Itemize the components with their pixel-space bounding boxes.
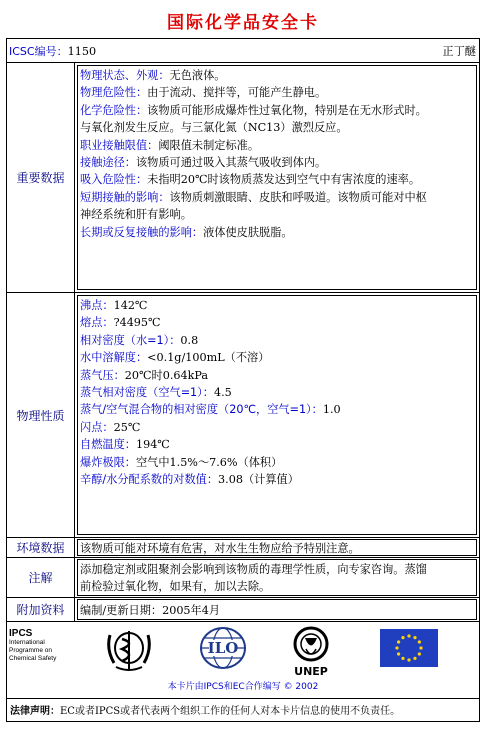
physical-line [80, 419, 474, 436]
icsc-id [9, 43, 96, 59]
eu-star-icon [418, 640, 421, 643]
physical-key: 爆炸极限： [80, 455, 136, 469]
ipcs-title: IPCS [9, 628, 33, 639]
physical-key: 自燃温度： [80, 438, 136, 452]
physical-value: 4.5 [213, 386, 232, 400]
important-key: 职业接触限值： [80, 138, 159, 152]
important-key: 短期接触的影响： [80, 190, 170, 204]
eu-star-icon [407, 634, 410, 637]
eu-star-icon [418, 652, 421, 655]
physical-properties-label: 物理性质 [7, 293, 75, 537]
important-line [80, 137, 474, 154]
physical-key: 闪点： [80, 420, 114, 434]
important-line [80, 171, 474, 188]
important-line [80, 206, 474, 223]
physical-line [80, 471, 474, 488]
physical-value: 0.8 [180, 333, 199, 347]
important-value: 无色液体。 [169, 69, 226, 82]
important-line [80, 67, 474, 84]
physical-value: 空气中1.5%～7.6%（体积） [135, 455, 283, 469]
physical-properties-cell [77, 295, 477, 535]
physical-key: 水中溶解度： [80, 351, 148, 365]
physical-key: 相对密度（水=1）： [80, 333, 181, 347]
unep-text: UNEP [294, 665, 328, 677]
chemical-name: 正丁醚 [442, 45, 476, 58]
credit-line: 本卡片由IPCS和EC合作编写 © 2002 [167, 682, 319, 692]
physical-key: 熔点： [80, 316, 114, 330]
physical-value: 25℃ [113, 420, 141, 434]
important-line [80, 119, 474, 136]
icsc-number: 1150 [67, 45, 97, 58]
eu-flag-icon [380, 629, 438, 667]
important-value: 由于流动、搅拌等，可能产生静电。 [147, 86, 327, 100]
who-emblem-icon [104, 625, 154, 673]
disclaimer [7, 698, 479, 721]
logos-row [7, 622, 479, 699]
eu-star-icon [397, 652, 400, 655]
eu-star-icon [395, 646, 398, 649]
notes-label: 注解 [7, 558, 75, 597]
icsc-label: ICSC编号： [9, 45, 68, 58]
important-value: 该物质可通过吸入其蒸气吸收到体内。 [135, 156, 327, 170]
physical-key: 辛醇/水分配系数的对数值： [80, 473, 219, 487]
physical-line [80, 436, 474, 453]
important-key: 物理危险性： [80, 86, 148, 100]
physical-line [80, 332, 474, 349]
physical-line [80, 349, 474, 366]
eu-star-icon [397, 640, 400, 643]
extra-info-row [7, 598, 479, 622]
physical-key: 蒸气/空气混合物的相对密度（20℃，空气=1）： [80, 403, 323, 417]
physical-line [80, 367, 474, 384]
important-key: 长期或反复接触的影响： [80, 225, 204, 239]
notes-line-2: 前检验过氧化物，如果有，加以去除。 [80, 580, 271, 594]
important-line [80, 84, 474, 101]
card-table [6, 38, 480, 722]
notes-line-1: 添加稳定剂或阻聚剂会影响到该物质的毒理学性质，向专家咨询。蒸馏 [80, 563, 427, 576]
disclaimer-label: 法律声明： [10, 706, 60, 717]
important-key: 接触途径： [80, 156, 136, 170]
ipcs-sub3: Chemical Safety [9, 655, 57, 662]
physical-line [80, 454, 474, 471]
important-data-label: 重要数据 [7, 63, 75, 292]
important-line [80, 224, 474, 241]
important-value: 该物质可能形成爆炸性过氧化物，特别是在无水形式时。 [147, 103, 427, 117]
important-line [80, 189, 474, 206]
physical-value: 20℃时0.64kPa [124, 368, 209, 382]
ipcs-sub2: Programme on [9, 647, 52, 654]
environment-text: 该物质可能对环境有危害，对水生生物应给予特别注意。 [77, 539, 477, 556]
eu-star-icon [413, 657, 416, 660]
important-data-row [7, 63, 479, 293]
important-key: 化学危险性： [80, 103, 148, 117]
ilo-emblem-icon [198, 626, 248, 670]
physical-value: 1.0 [322, 403, 341, 417]
physical-value: 194℃ [135, 438, 170, 452]
important-key: 物理状态、外观： [80, 69, 170, 82]
important-value: 液体使皮肤脱脂。 [203, 225, 293, 239]
environment-row [7, 538, 479, 558]
physical-value: 142℃ [113, 299, 148, 312]
important-value: 未指明20℃时该物质蒸发达到空气中有害浓度的速率。 [147, 173, 421, 187]
environment-label: 环境数据 [7, 538, 75, 557]
unep-emblem-icon [288, 625, 334, 677]
eu-star-icon [407, 658, 410, 661]
physical-value: 3.08（计算值） [218, 473, 299, 487]
ipcs-logo [9, 628, 56, 663]
physical-value: <0.1g/100mL（不溶） [147, 351, 270, 365]
physical-key: 沸点： [80, 299, 114, 312]
eu-star-icon [413, 636, 416, 639]
icsc-header-row [7, 39, 479, 63]
notes-row [7, 558, 479, 598]
eu-star-icon [401, 636, 404, 639]
ipcs-sub1: International [9, 639, 45, 646]
important-value: 神经系统和肝有影响。 [80, 208, 192, 222]
important-data-cell [77, 65, 477, 290]
important-line [80, 154, 474, 171]
physical-key: 蒸气相对密度（空气=1）： [80, 386, 214, 400]
physical-line [80, 401, 474, 418]
eu-star-icon [401, 657, 404, 660]
notes-cell [77, 559, 477, 596]
extra-info-text: 编制/更新日期：2005年4月 [77, 599, 477, 620]
physical-properties-row [7, 293, 479, 538]
physical-line [80, 314, 474, 331]
important-value: 阈限值未制定标准。 [158, 138, 260, 152]
important-value: 与氧化剂发生反应。与三氯化氮（NC13）激烈反应。 [80, 121, 348, 135]
physical-line [80, 297, 474, 314]
ilo-text: ILO [207, 639, 239, 657]
eu-star-icon [419, 646, 422, 649]
physical-key: 蒸气压： [80, 368, 125, 382]
important-line [80, 102, 474, 119]
important-key: 吸入危险性： [80, 173, 148, 187]
extra-info-label: 附加资料 [7, 598, 75, 621]
physical-value: ?4495℃ [113, 316, 161, 330]
physical-line [80, 384, 474, 401]
page-title: 国际化学品安全卡 [167, 13, 319, 33]
important-value: 该物质刺激眼睛、皮肤和呼吸道。该物质可能对中枢 [169, 190, 427, 204]
disclaimer-text: EC或者IPCS或者代表两个组织工作的任何人对本卡片信息的使用不负责任。 [60, 706, 401, 717]
